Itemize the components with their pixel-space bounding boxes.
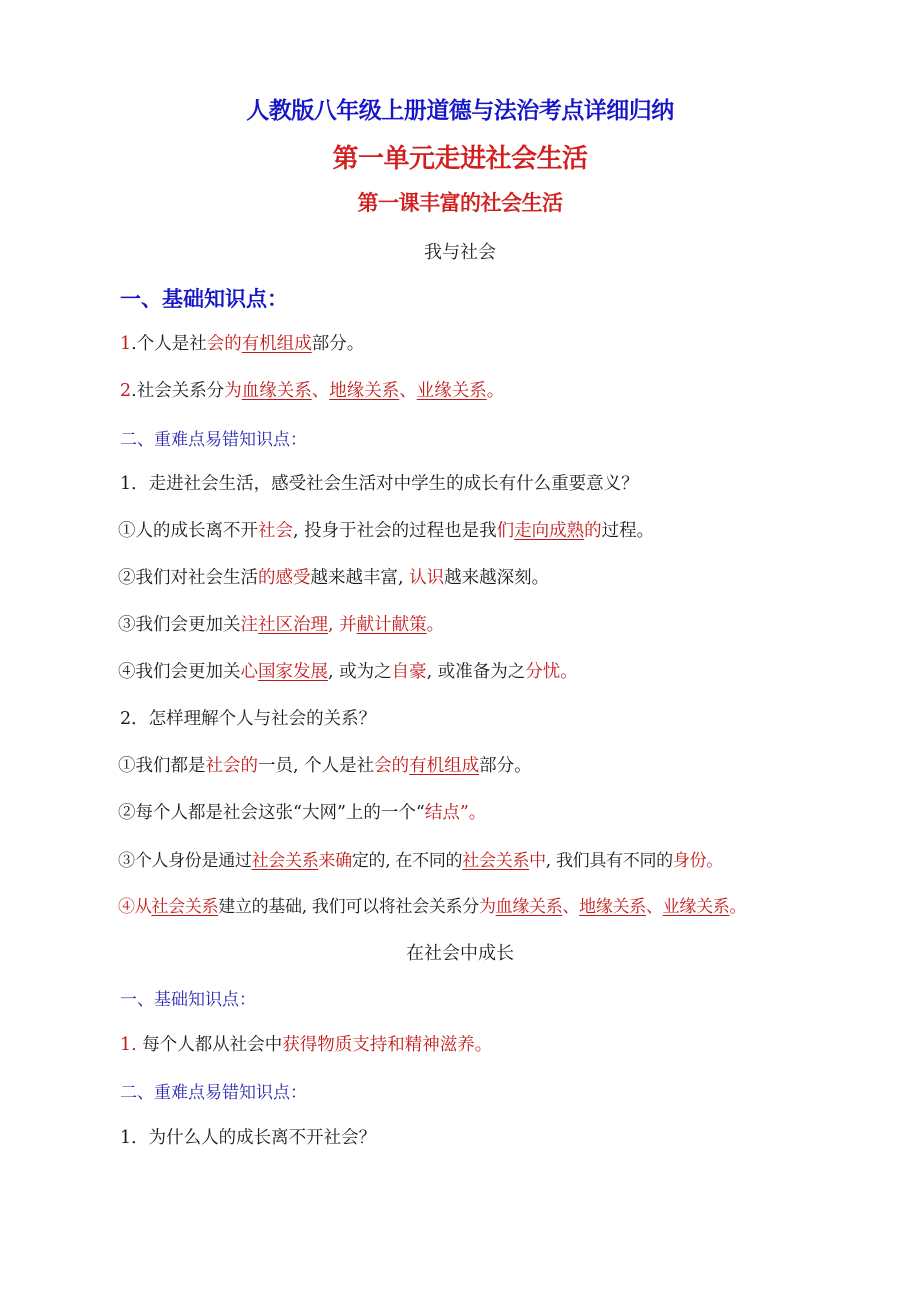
- underlined-term: 血缘关系: [495, 897, 563, 917]
- text-span: 部分。: [479, 756, 532, 776]
- q1-item-1: [118, 517, 920, 542]
- basic-item-2: [120, 377, 920, 402]
- text-span: ④我们会更加关: [118, 662, 241, 682]
- underlined-term: 地缘关系: [579, 897, 646, 917]
- text-span: ②我们对社会生活: [118, 568, 258, 588]
- underlined-term: 献计献策: [356, 615, 427, 635]
- text-span: 越来越深刻。: [444, 568, 550, 588]
- q2-item-3: [118, 846, 920, 871]
- text-span: 社会的: [205, 756, 258, 776]
- text-span: 们: [496, 521, 515, 541]
- text-span: 结点”: [424, 803, 469, 823]
- text-span: , 或为之: [328, 662, 392, 682]
- q1-item-4: [118, 658, 920, 683]
- text-span: ③我们会更加关: [118, 615, 241, 635]
- text-span: ①我们都是: [118, 756, 206, 776]
- text-span: 、: [562, 897, 580, 917]
- section-title: 在社会中成长: [406, 943, 514, 964]
- text-span: 定的, 在不同的: [351, 851, 463, 871]
- text-span: 。: [468, 803, 487, 823]
- text-span: 、: [399, 381, 417, 401]
- question-2: 2．怎样理解个人与社会的关系？: [120, 709, 377, 729]
- unit-title: 第一单元走进社会生活: [332, 144, 588, 174]
- underlined-term: 社会关系: [151, 897, 219, 917]
- question-1: 1．走进社会生活，感受社会生活对中学生的成长有什么重要意义？: [120, 474, 639, 494]
- text-span: 的: [584, 521, 602, 541]
- text-span: 获得物质支持和精神滋养。: [282, 1035, 493, 1055]
- item-number: 1.: [120, 1035, 137, 1055]
- text-span: 心: [240, 662, 258, 682]
- section-title: 我与社会: [424, 242, 496, 263]
- text-span: ①人的成长离不开: [118, 521, 258, 541]
- text-span: ④从: [118, 897, 152, 917]
- text-span: 会的: [374, 756, 410, 776]
- text-span: 越来越丰富,: [310, 568, 410, 588]
- underlined-term: 走向成熟: [514, 521, 585, 541]
- text-span: 为: [224, 381, 242, 401]
- q1-item-3: [118, 611, 920, 636]
- underlined-term: 国家发展: [258, 662, 328, 682]
- q1-item-2: [118, 564, 920, 589]
- lesson-title: 第一课丰富的社会生活: [357, 191, 563, 215]
- text-span: 会的: [206, 334, 242, 354]
- text-span: 分忧: [525, 662, 561, 682]
- item-number: 2: [120, 381, 132, 401]
- basic-heading: 一、基础知识点：: [120, 287, 288, 311]
- underlined-term: 业缘关系: [416, 381, 487, 401]
- text-span: 。: [486, 381, 505, 401]
- text-span: 每个人都从社会中: [136, 1035, 283, 1055]
- text-span: 。: [706, 851, 723, 871]
- text-span: 自豪: [391, 662, 427, 682]
- text-span: 为: [478, 897, 496, 917]
- basic-item-1: [120, 330, 920, 355]
- underlined-term: 有机组成: [241, 334, 312, 354]
- hard-heading: 二、重难点易错知识点：: [120, 430, 307, 450]
- text-span: 、: [645, 897, 663, 917]
- underlined-term: 有机组成: [409, 756, 480, 776]
- text-span: ②每个人都是社会这张“大网”上的一个“: [118, 803, 425, 823]
- text-span: 。: [426, 615, 445, 635]
- hard-heading: 二、重难点易错知识点：: [120, 1083, 307, 1103]
- underlined-term: 血缘关系: [241, 381, 312, 401]
- text-span: 部分。: [311, 334, 365, 354]
- text-span: 注: [240, 615, 258, 635]
- document-title: 人教版八年级上册道德与法治考点详细归纳: [246, 98, 674, 124]
- text-span: , 我们具有不同的: [545, 851, 673, 871]
- q2-item-4: [118, 892, 920, 917]
- text-span: 、: [311, 381, 330, 401]
- underlined-term: 业缘关系: [662, 897, 730, 917]
- text-span: 。: [560, 662, 578, 682]
- underlined-term: 社会关系: [462, 851, 530, 871]
- text-span: ③个人身份是通过: [118, 851, 252, 871]
- underlined-term: 社区治理: [258, 615, 328, 635]
- text-span: 。: [729, 897, 747, 917]
- text-span: 的感受: [258, 568, 311, 588]
- underlined-term: 地缘关系: [329, 381, 400, 401]
- text-span: .个人是社: [131, 334, 207, 354]
- question-1: 1．为什么人的成长离不开社会？: [120, 1128, 377, 1148]
- text-span: 认识: [409, 568, 445, 588]
- text-span: , 并: [328, 615, 357, 635]
- underlined-term: 社会关系: [251, 851, 319, 871]
- q2-item-1: [118, 752, 920, 777]
- item-number: 1: [120, 334, 132, 354]
- text-span: 一员, 个人是社: [258, 756, 375, 776]
- text-span: 社会: [258, 521, 293, 541]
- q2-item-2: [118, 799, 920, 824]
- text-span: , 投身于社会的过程也是我: [293, 521, 497, 541]
- text-span: .社会关系分: [131, 381, 225, 401]
- text-span: , 或准备为之: [426, 662, 526, 682]
- text-span: 中: [529, 851, 546, 871]
- text-span: 来确: [318, 851, 352, 871]
- text-span: 建立的基础, 我们可以将社会关系分: [218, 897, 479, 917]
- basic-heading: 一、基础知识点：: [120, 990, 256, 1010]
- basic-item-1: [120, 1031, 920, 1056]
- text-span: 过程。: [601, 521, 655, 541]
- text-span: 身份: [672, 851, 707, 871]
